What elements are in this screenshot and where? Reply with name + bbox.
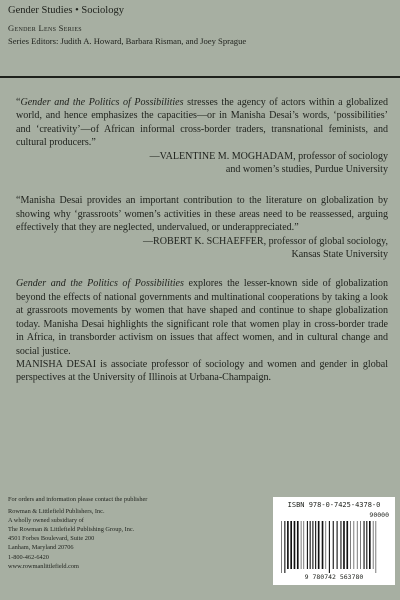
barcode-bar <box>373 521 374 569</box>
publisher-website: www.rowmanlittlefield.com <box>8 562 79 570</box>
publisher-line: A wholly owned subsidiary of <box>8 517 84 525</box>
barcode-bar <box>310 521 311 569</box>
blurb-body: explores the lesser-known side of globalization beyond the effects of national governments and multinational cooperations by taking a look at grassroots movements by women that have shaped and continue to shape globalization today. Manisha Desai highlights the significant role that women play in cross-border trade in Africa, in transborder activism on issues that affect women, and in cultural change and social justice. <box>16 278 388 357</box>
spacer <box>16 176 388 194</box>
blurb-title: Gender and the Politics of Possibilities <box>16 278 184 290</box>
series-editors: Series Editors: Judith A. Howard, Barbara Risman, and Joey Sprague <box>8 36 247 46</box>
barcode-bar <box>369 521 371 569</box>
barcode-icon <box>279 521 389 573</box>
quote-moghadam-attribution-2: and women’s studies, Purdue University <box>225 164 388 176</box>
publisher-info <box>8 495 208 571</box>
barcode-bar <box>318 521 320 569</box>
barcode-bar <box>350 521 351 569</box>
barcode-bar <box>284 521 285 573</box>
quote-moghadam-title: Gender and the Politics of Possibilities <box>20 97 184 108</box>
barcode-bar <box>301 521 302 569</box>
barcode-bar <box>297 521 299 569</box>
barcode-bar <box>304 521 305 569</box>
barcode-panel <box>273 497 395 585</box>
barcode-bar <box>326 521 327 569</box>
spacer <box>16 261 388 277</box>
quote-moghadam <box>16 96 388 176</box>
barcode-bar <box>294 521 296 569</box>
barcode-bar <box>340 521 341 569</box>
barcode-bar <box>376 521 377 573</box>
quote-schaeffer <box>16 194 388 261</box>
barcode-bar <box>337 521 338 569</box>
price-code: 90000 <box>369 511 389 519</box>
publisher-line: 1-800-462-6420 <box>8 553 49 561</box>
ean-digits: 9 780742 563780 <box>304 573 364 581</box>
quote-moghadam-attribution-1: —VALENTINE M. MOGHADAM, professor of sociology <box>149 150 388 162</box>
quote-schaeffer-attribution-1: —ROBERT K. SCHAEFFER, professor of global sociology, <box>143 235 388 247</box>
quote-moghadam-body: stresses the agency of actors within a globalized world, and hence emphasizes the capacities—or in Manisha Desai’s words, ‘possibilities’ and ‘creativity’—of African informal cross-border traders, transnational feminists, and cultural producers.” <box>16 97 388 149</box>
barcode-bar <box>281 521 282 573</box>
barcode-bar <box>322 521 324 569</box>
header <box>8 4 400 76</box>
barcode-bar <box>329 521 330 573</box>
barcode-bar <box>287 521 289 569</box>
publisher-line: 4501 Forbes Boulevard, Suite 200 <box>8 535 95 543</box>
publisher-line: The Rowman & Littlefield Publishing Group, Inc. <box>8 526 135 534</box>
quote-schaeffer-attribution-2: Kansas State University <box>291 249 388 261</box>
publisher-line: Lanham, Maryland 20706 <box>8 544 74 552</box>
barcode-bar <box>364 521 365 569</box>
series-title <box>8 21 400 35</box>
quote-moghadam-text <box>16 96 388 150</box>
barcode-bar <box>290 521 292 569</box>
barcode-bar <box>346 521 348 569</box>
category-label: Gender Studies • Sociology <box>8 5 124 16</box>
quote-open-mark: “ <box>16 97 21 108</box>
barcode-bar <box>315 521 316 569</box>
barcode-bar <box>333 521 334 569</box>
barcode-bar <box>312 521 313 569</box>
series-title-text: Gender Lens Series <box>8 23 82 33</box>
barcode-bar <box>366 521 367 569</box>
barcode-bar <box>357 521 358 569</box>
publisher-line: Rowman & Littlefield Publishers, Inc. <box>8 508 105 516</box>
author-bio: MANISHA DESAI is associate professor of sociology and women and gender in global perspectives at the University of Illinois at Urbana-Champaign. <box>16 358 388 384</box>
quote-schaeffer-text: “Manisha Desai provides an important contribution to the literature on globalization by showing why ‘grassroots’ women’s activities in these areas need to be reassessed, arguing effectively that they are neglected, undervalued, or underappreciated.” <box>16 195 388 234</box>
barcode-bar <box>343 521 345 569</box>
isbn-number: ISBN 978-0-7425-4378-0 <box>287 501 381 509</box>
book-blurb <box>16 277 388 357</box>
body-text <box>16 96 388 385</box>
barcode-bar <box>360 521 361 569</box>
header-divider <box>0 76 400 78</box>
barcode-bar <box>354 521 355 569</box>
publisher-intro: For orders and information please contact the publisher <box>8 496 148 503</box>
barcode-bar <box>307 521 308 569</box>
